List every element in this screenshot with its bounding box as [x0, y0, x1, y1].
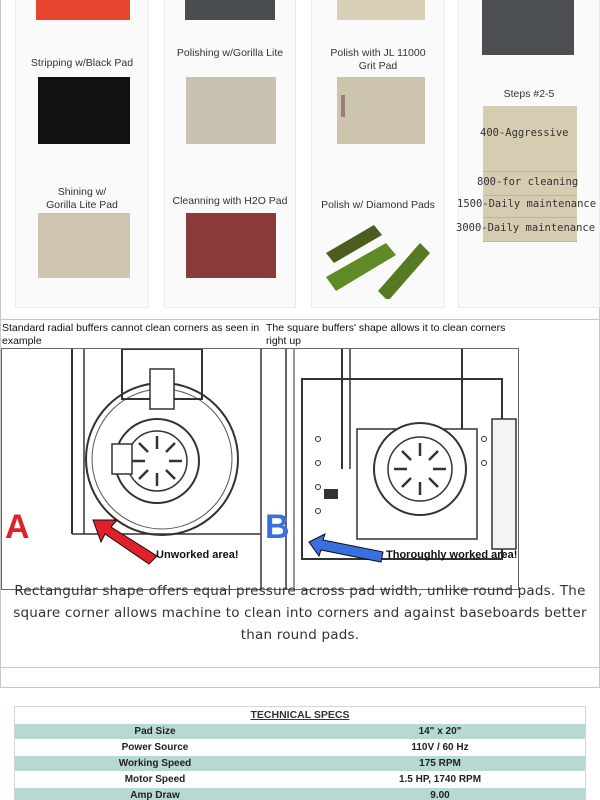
pad-label-stripping: Stripping w/Black Pad [30, 57, 134, 69]
diamond-pads-illustration [324, 225, 436, 299]
specs-table [15, 724, 585, 800]
h2o-pad-swatch [186, 213, 276, 278]
spec-key: Motor Speed [15, 771, 295, 787]
step-400: 400-Aggressive [480, 127, 569, 139]
pad-column-4 [458, 0, 600, 308]
pad-column-3 [311, 0, 445, 308]
caption-square-line1: The square buffers' shape allows it to clean corners right up [266, 322, 506, 347]
spec-value: 110V / 60 Hz [295, 740, 585, 756]
pad-label-polishing-gorilla: Polishing w/Gorilla Lite [176, 47, 284, 59]
step-3000: 3000-Daily maintenance [456, 222, 596, 234]
step-1500: 1500-Daily maintenance [457, 198, 597, 210]
step-800: 800-for cleaning [477, 176, 579, 188]
spec-key: Pad Size [15, 724, 295, 740]
pad-label-jl-11000: Polish with JL 11000 Grit Pad [330, 47, 426, 72]
grey-pad-swatch [482, 0, 574, 55]
spec-key: Working Speed [15, 756, 295, 772]
table-row [15, 756, 585, 772]
pad-grid-section [0, 0, 600, 320]
label-b-text: B [265, 508, 290, 546]
unworked-area-note: Unworked area! [156, 549, 239, 561]
specs-title: TECHNICAL SPECS [15, 707, 585, 723]
shape-description: Rectangular shape offers equal pressure across pad width, unlike round pads. The square corner allows machine to clean into corners and against baseboards better than round pads. [13, 583, 587, 643]
red-pad-swatch [36, 0, 130, 20]
table-row [15, 740, 585, 756]
stack-layer-1 [483, 106, 577, 172]
table-row [15, 787, 585, 800]
spec-value: 14" x 20" [295, 724, 585, 740]
dark-grit-pad-swatch [185, 0, 275, 20]
table-row [15, 724, 585, 740]
steps-title: Steps #2-5 [503, 88, 555, 100]
gorilla-lite-pad-swatch [38, 213, 130, 278]
blue-arrow-icon [307, 532, 387, 566]
table-row [15, 771, 585, 787]
label-a [5, 508, 30, 547]
caption-radial-line1: Standard radial buffers cannot clean corners as seen in example [2, 322, 260, 347]
spec-key: Amp Draw [15, 787, 295, 800]
pad-imprint [341, 95, 345, 117]
pad-label-diamond: Polish w/ Diamond Pads [321, 199, 435, 211]
jl-11000-pad-swatch [337, 77, 425, 144]
pad-label-h2o: Cleanning with H2O Pad [172, 195, 288, 207]
spec-key: Power Source [15, 740, 295, 756]
polishing-pad-swatch [186, 77, 276, 144]
pad-label-shining: Shining w/ Gorilla Lite Pad [46, 186, 118, 211]
pad-column-2 [164, 0, 296, 308]
tan-grit-pad-swatch [337, 0, 425, 20]
worked-area-note: Thoroughly worked area! [386, 549, 518, 561]
pad-column-1 [15, 0, 149, 308]
section-divider [0, 668, 600, 688]
spec-value: 1.5 HP, 1740 RPM [295, 771, 585, 787]
technical-specs-table [14, 706, 586, 800]
spec-value: 175 RPM [295, 756, 585, 772]
red-arrow-icon [91, 516, 161, 566]
label-b [265, 508, 290, 547]
spec-value: 9.00 [295, 787, 585, 800]
black-pad-swatch [38, 77, 130, 144]
label-a-text: A [5, 508, 30, 546]
